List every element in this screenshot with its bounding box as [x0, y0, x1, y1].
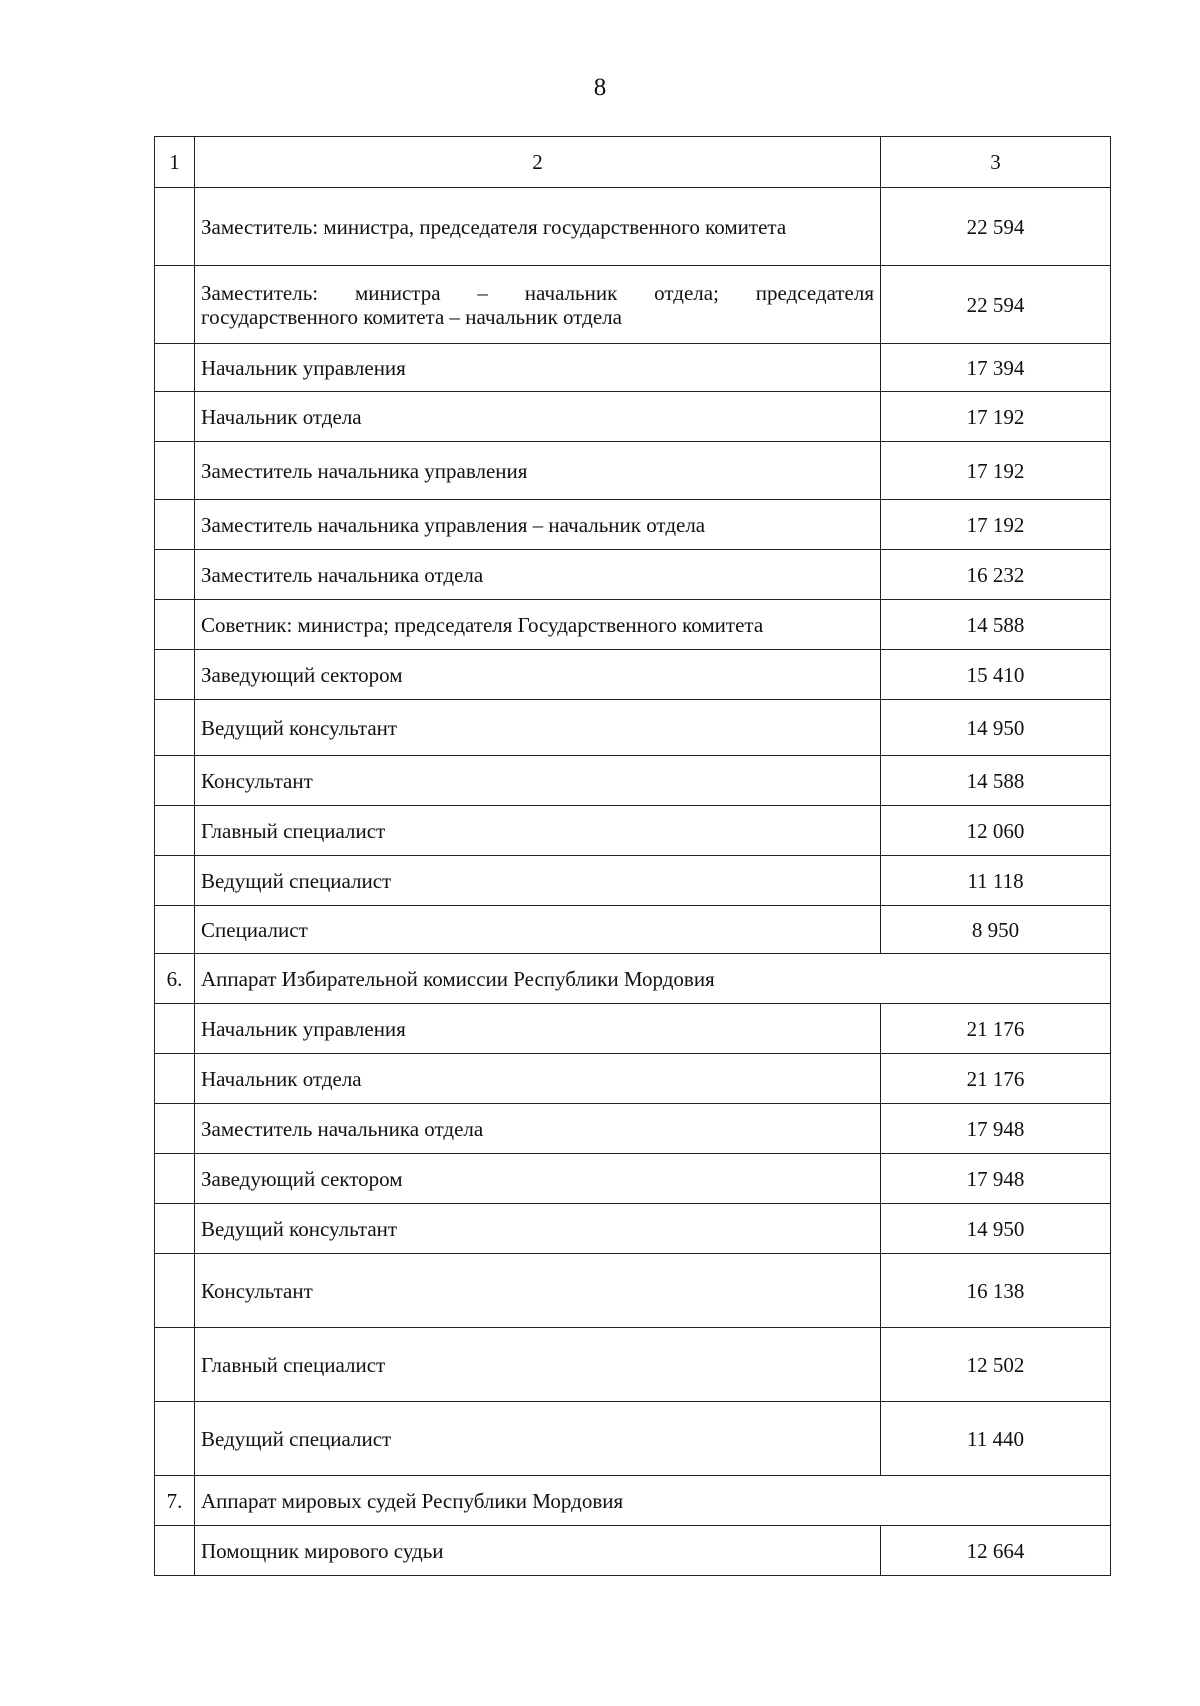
row-number-cell	[155, 1104, 195, 1154]
table-row	[155, 650, 1111, 700]
row-number-cell	[155, 600, 195, 650]
row-number-cell	[155, 650, 195, 700]
header-col-2: 2	[195, 137, 881, 188]
salary-cell: 22 594	[881, 266, 1111, 344]
row-number-cell	[155, 856, 195, 906]
table-row	[155, 1004, 1111, 1054]
position-cell: Начальник управления	[195, 344, 881, 392]
position-cell: Консультант	[195, 756, 881, 806]
table-row	[155, 1526, 1111, 1576]
row-number-cell	[155, 700, 195, 756]
table-row	[155, 806, 1111, 856]
row-number-cell	[155, 442, 195, 500]
table-row	[155, 1254, 1111, 1328]
table-row	[155, 188, 1111, 266]
salary-table	[154, 136, 1111, 1576]
row-number-cell	[155, 1154, 195, 1204]
salary-cell: 22 594	[881, 188, 1111, 266]
position-cell: Помощник мирового судьи	[195, 1526, 881, 1576]
row-number-cell	[155, 188, 195, 266]
position-cell: Советник: министра; председателя Государственного комитета	[195, 600, 881, 650]
table-row	[155, 1104, 1111, 1154]
table-row	[155, 1204, 1111, 1254]
position-cell: Консультант	[195, 1254, 881, 1328]
salary-cell: 12 502	[881, 1328, 1111, 1402]
row-number-cell	[155, 392, 195, 442]
row-number-cell	[155, 550, 195, 600]
table-row	[155, 500, 1111, 550]
row-number-cell	[155, 266, 195, 344]
row-number-cell	[155, 1004, 195, 1054]
table-row	[155, 906, 1111, 954]
table-row	[155, 756, 1111, 806]
page-number: 8	[593, 74, 607, 101]
position-cell: Ведущий специалист	[195, 856, 881, 906]
table-row	[155, 442, 1111, 500]
section-header-row	[155, 1476, 1111, 1526]
row-number-cell	[155, 1054, 195, 1104]
header-col-1: 1	[155, 137, 195, 188]
position-cell: Заведующий сектором	[195, 650, 881, 700]
table-row	[155, 1328, 1111, 1402]
position-cell: Ведущий специалист	[195, 1402, 881, 1476]
row-number-cell	[155, 756, 195, 806]
position-cell: Начальник отдела	[195, 1054, 881, 1104]
row-number-cell	[155, 1204, 195, 1254]
section-title: Аппарат мировых судей Республики Мордовия	[195, 1476, 1111, 1526]
position-cell: Заместитель: министра – начальник отдела; председателя государственного комитета – начальник отдела	[195, 266, 881, 344]
table-row	[155, 550, 1111, 600]
salary-cell: 17 192	[881, 392, 1111, 442]
row-number-cell	[155, 1402, 195, 1476]
salary-cell: 16 232	[881, 550, 1111, 600]
salary-cell: 12 060	[881, 806, 1111, 856]
table-row	[155, 392, 1111, 442]
position-cell: Заместитель: министра, председателя государственного комитета	[195, 188, 881, 266]
salary-cell: 14 588	[881, 600, 1111, 650]
position-cell: Заведующий сектором	[195, 1154, 881, 1204]
row-number-cell	[155, 806, 195, 856]
row-number-cell	[155, 344, 195, 392]
salary-cell: 12 664	[881, 1526, 1111, 1576]
salary-cell: 14 950	[881, 1204, 1111, 1254]
table-row	[155, 1402, 1111, 1476]
salary-cell: 17 394	[881, 344, 1111, 392]
position-cell: Ведущий консультант	[195, 700, 881, 756]
table-row	[155, 266, 1111, 344]
salary-cell: 21 176	[881, 1054, 1111, 1104]
table-row	[155, 856, 1111, 906]
row-number-cell	[155, 906, 195, 954]
header-col-3: 3	[881, 137, 1111, 188]
table-header-row	[155, 137, 1111, 188]
section-header-row	[155, 954, 1111, 1004]
salary-cell: 17 948	[881, 1154, 1111, 1204]
salary-cell: 16 138	[881, 1254, 1111, 1328]
section-title: Аппарат Избирательной комиссии Республики Мордовия	[195, 954, 1111, 1004]
row-number-cell	[155, 1526, 195, 1576]
position-cell: Заместитель начальника отдела	[195, 1104, 881, 1154]
salary-cell: 17 948	[881, 1104, 1111, 1154]
salary-cell: 8 950	[881, 906, 1111, 954]
salary-cell: 17 192	[881, 500, 1111, 550]
table-row	[155, 700, 1111, 756]
position-cell: Заместитель начальника управления	[195, 442, 881, 500]
salary-cell: 11 440	[881, 1402, 1111, 1476]
position-cell: Специалист	[195, 906, 881, 954]
position-cell: Заместитель начальника управления – начальник отдела	[195, 500, 881, 550]
row-number-cell	[155, 500, 195, 550]
salary-cell: 14 588	[881, 756, 1111, 806]
row-number-cell	[155, 1254, 195, 1328]
section-number: 7.	[155, 1476, 195, 1526]
salary-cell: 17 192	[881, 442, 1111, 500]
table-row	[155, 1154, 1111, 1204]
salary-cell: 15 410	[881, 650, 1111, 700]
position-cell: Ведущий консультант	[195, 1204, 881, 1254]
salary-cell: 21 176	[881, 1004, 1111, 1054]
salary-cell: 11 118	[881, 856, 1111, 906]
section-number: 6.	[155, 954, 195, 1004]
position-cell: Главный специалист	[195, 1328, 881, 1402]
table-row	[155, 344, 1111, 392]
table-row	[155, 600, 1111, 650]
position-cell: Заместитель начальника отдела	[195, 550, 881, 600]
row-number-cell	[155, 1328, 195, 1402]
position-cell: Начальник отдела	[195, 392, 881, 442]
position-cell: Начальник управления	[195, 1004, 881, 1054]
table-row	[155, 1054, 1111, 1104]
position-cell: Главный специалист	[195, 806, 881, 856]
salary-cell: 14 950	[881, 700, 1111, 756]
